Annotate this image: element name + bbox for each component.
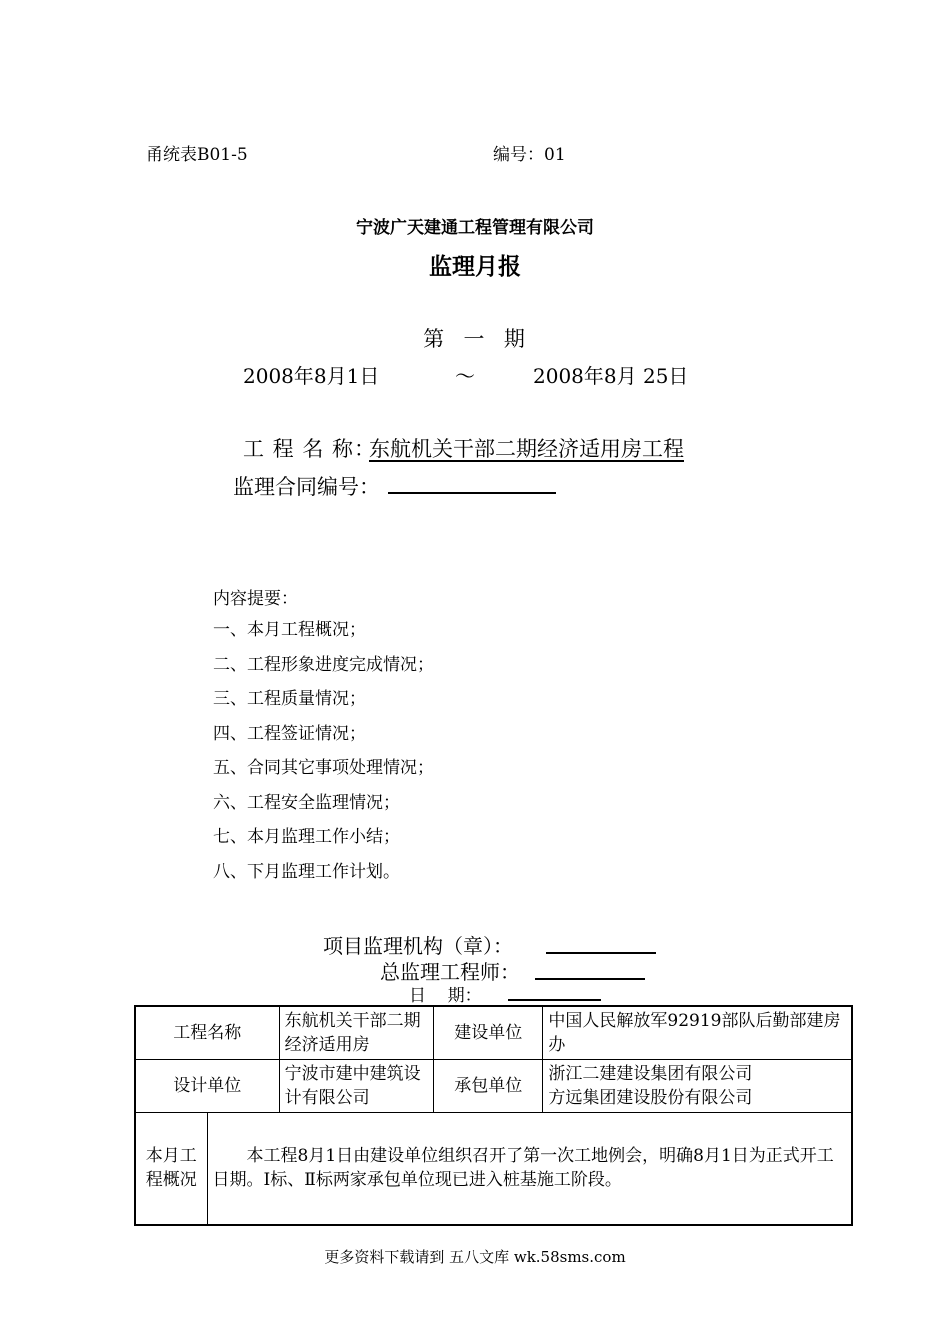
contractor-line-1: 浙江二建建设集团有限公司 <box>548 1064 753 1084</box>
project-name-value: 东航机关干部二期经济适用房工程 <box>369 437 684 461</box>
issue-number: 第 一 期 <box>423 327 527 351</box>
footer-note: 更多资料下载请到 五八文库 wk.58sms.com <box>324 1248 626 1266</box>
designer-cell-value: 宁波市建中建筑设计有限公司 <box>279 1060 434 1113</box>
list-item: 一、本月工程概况； <box>213 620 366 640</box>
monthly-overview-cell <box>207 1113 852 1225</box>
chief-engineer-label: 总监理工程师： <box>380 960 520 984</box>
serial-number: 编号：01 <box>493 145 566 165</box>
list-item: 五、合同其它事项处理情况； <box>213 758 434 778</box>
contract-number-label: 监理合同编号： <box>233 475 380 499</box>
designer-cell-label: 设计单位 <box>135 1060 279 1113</box>
project-name-cell-value: 东航机关干部二期经济适用房 <box>279 1006 434 1060</box>
project-name-label: 工 程 名 称： <box>243 437 377 461</box>
list-item: 三、工程质量情况； <box>213 689 366 709</box>
company-name: 宁波广天建通工程管理有限公司 <box>356 218 594 238</box>
project-info-table <box>134 1005 853 1226</box>
supervision-org-blank <box>546 932 656 954</box>
table-row <box>135 1113 852 1225</box>
table-row <box>135 1006 852 1060</box>
contents-title: 内容提要： <box>213 589 298 609</box>
period-end: 2008年8月 25日 <box>533 364 689 388</box>
form-code: 甬统表B01-5 <box>146 145 248 165</box>
contractor-line-2: 方远集团建设股份有限公司 <box>548 1088 753 1108</box>
table-row <box>135 1060 852 1113</box>
project-name-cell-label: 工程名称 <box>135 1006 279 1060</box>
period-start: 2008年8月1日 <box>243 364 380 388</box>
report-title: 监理月报 <box>429 254 521 280</box>
list-item: 七、本月监理工作小结； <box>213 827 400 847</box>
contractor-cell-value <box>543 1060 852 1113</box>
chief-engineer-blank <box>535 958 645 980</box>
contract-number-blank <box>388 472 556 494</box>
date-blank <box>508 981 601 1001</box>
supervision-org-label: 项目监理机构（章）： <box>323 934 513 958</box>
contents-list <box>213 618 434 894</box>
list-item: 六、工程安全监理情况； <box>213 792 400 813</box>
owner-cell-value: 中国人民解放军92919部队后勤部建房办 <box>543 1006 852 1060</box>
monthly-overview-text: 本工程8月1日由建设单位组织召开了第一次工地例会，明确8月1日为正式开工日期。Ⅰ标、Ⅱ标两家承包单位现已进入桩基施工阶段。 <box>212 1146 834 1191</box>
list-item: 二、工程形象进度完成情况； <box>213 654 434 675</box>
list-item: 四、工程签证情况； <box>213 723 366 744</box>
date-label: 日 期： <box>409 986 482 1006</box>
monthly-overview-label: 本月工程概况 <box>135 1113 207 1225</box>
owner-cell-label: 建设单位 <box>434 1006 543 1060</box>
period-separator: ～ <box>455 364 475 388</box>
contractor-cell-label: 承包单位 <box>434 1060 543 1113</box>
list-item: 八、下月监理工作计划。 <box>213 861 400 882</box>
